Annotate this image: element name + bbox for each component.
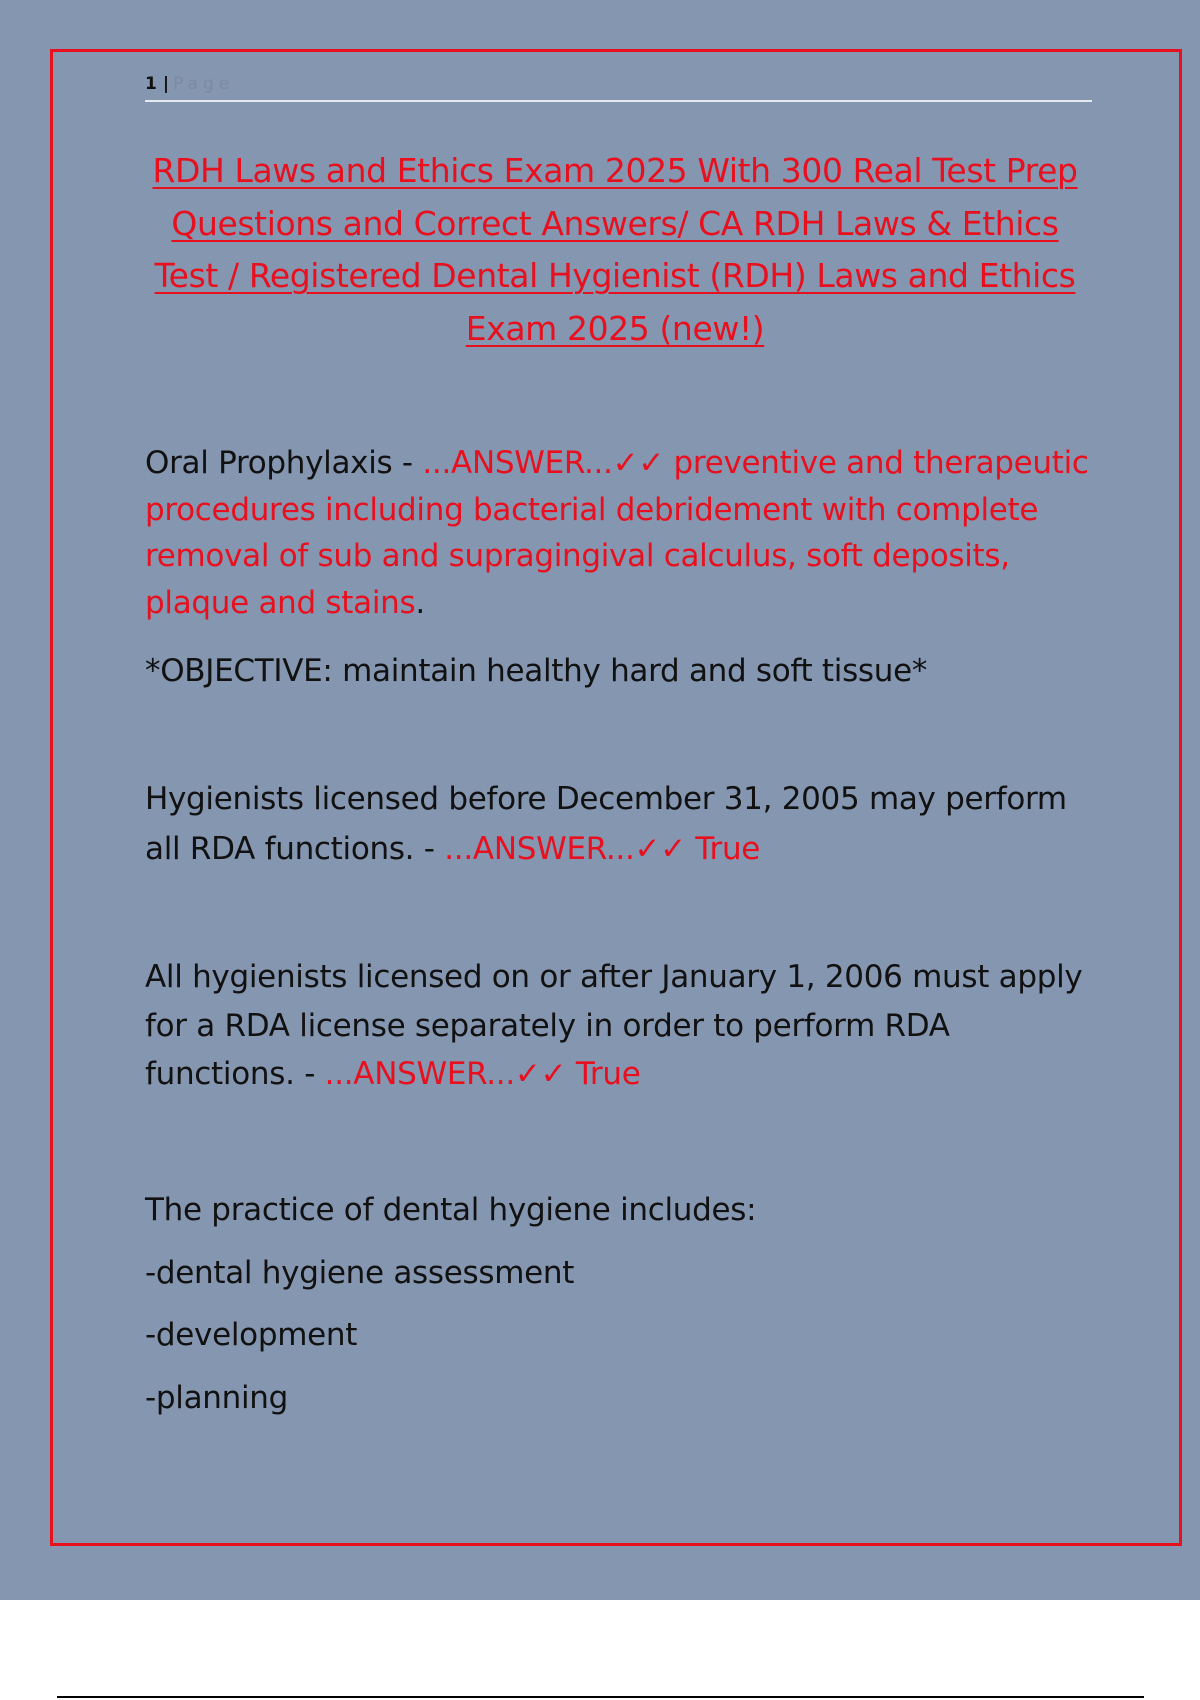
question-text: Oral Prophylaxis -: [145, 445, 423, 481]
page-number: 1: [145, 74, 157, 94]
answer-text: ...ANSWER...✓✓ True: [324, 1056, 641, 1092]
practice-list-item: -development: [145, 1317, 358, 1353]
qa-item: [145, 440, 1095, 626]
page-separator: |: [162, 74, 170, 94]
practice-heading: The practice of dental hygiene includes:: [145, 1192, 757, 1228]
question-text: All hygienists licensed on or after January 1, 2006 must apply for a RDA license separately in order to perform RDA functions. -: [145, 959, 1083, 1092]
page-header: [145, 72, 1092, 102]
answer-trailing-period: .: [415, 584, 425, 621]
practice-section: [145, 1179, 1095, 1429]
document-title: RDH Laws and Ethics Exam 2025 With 300 Real Test Prep Questions and Correct Answers/ CA RDH Laws & Ethics Test / Registered Dental Hygienist (RDH) Laws and Ethics Exam 2025 (new!): [152, 151, 1078, 348]
qa-item: [145, 953, 1095, 1099]
practice-list-item: -dental hygiene assessment: [145, 1254, 575, 1291]
next-page-rule: [57, 1696, 1144, 1698]
question-text: Hygienists licensed before December 31, 2005 may perform all RDA functions. -: [145, 781, 1067, 867]
answer-text: ...ANSWER...✓✓ preventive and therapeutic procedures including bacterial debridement with complete removal of sub and supragingival calculus, soft deposits, plaque and stains: [145, 445, 1089, 621]
objective-note: *OBJECTIVE: maintain healthy hard and soft tissue*: [145, 653, 928, 689]
qa-item: [145, 774, 1095, 874]
answer-text: ...ANSWER...✓✓ True: [444, 831, 761, 867]
practice-list-item: -planning: [145, 1379, 289, 1416]
page-label: Page: [173, 74, 235, 94]
